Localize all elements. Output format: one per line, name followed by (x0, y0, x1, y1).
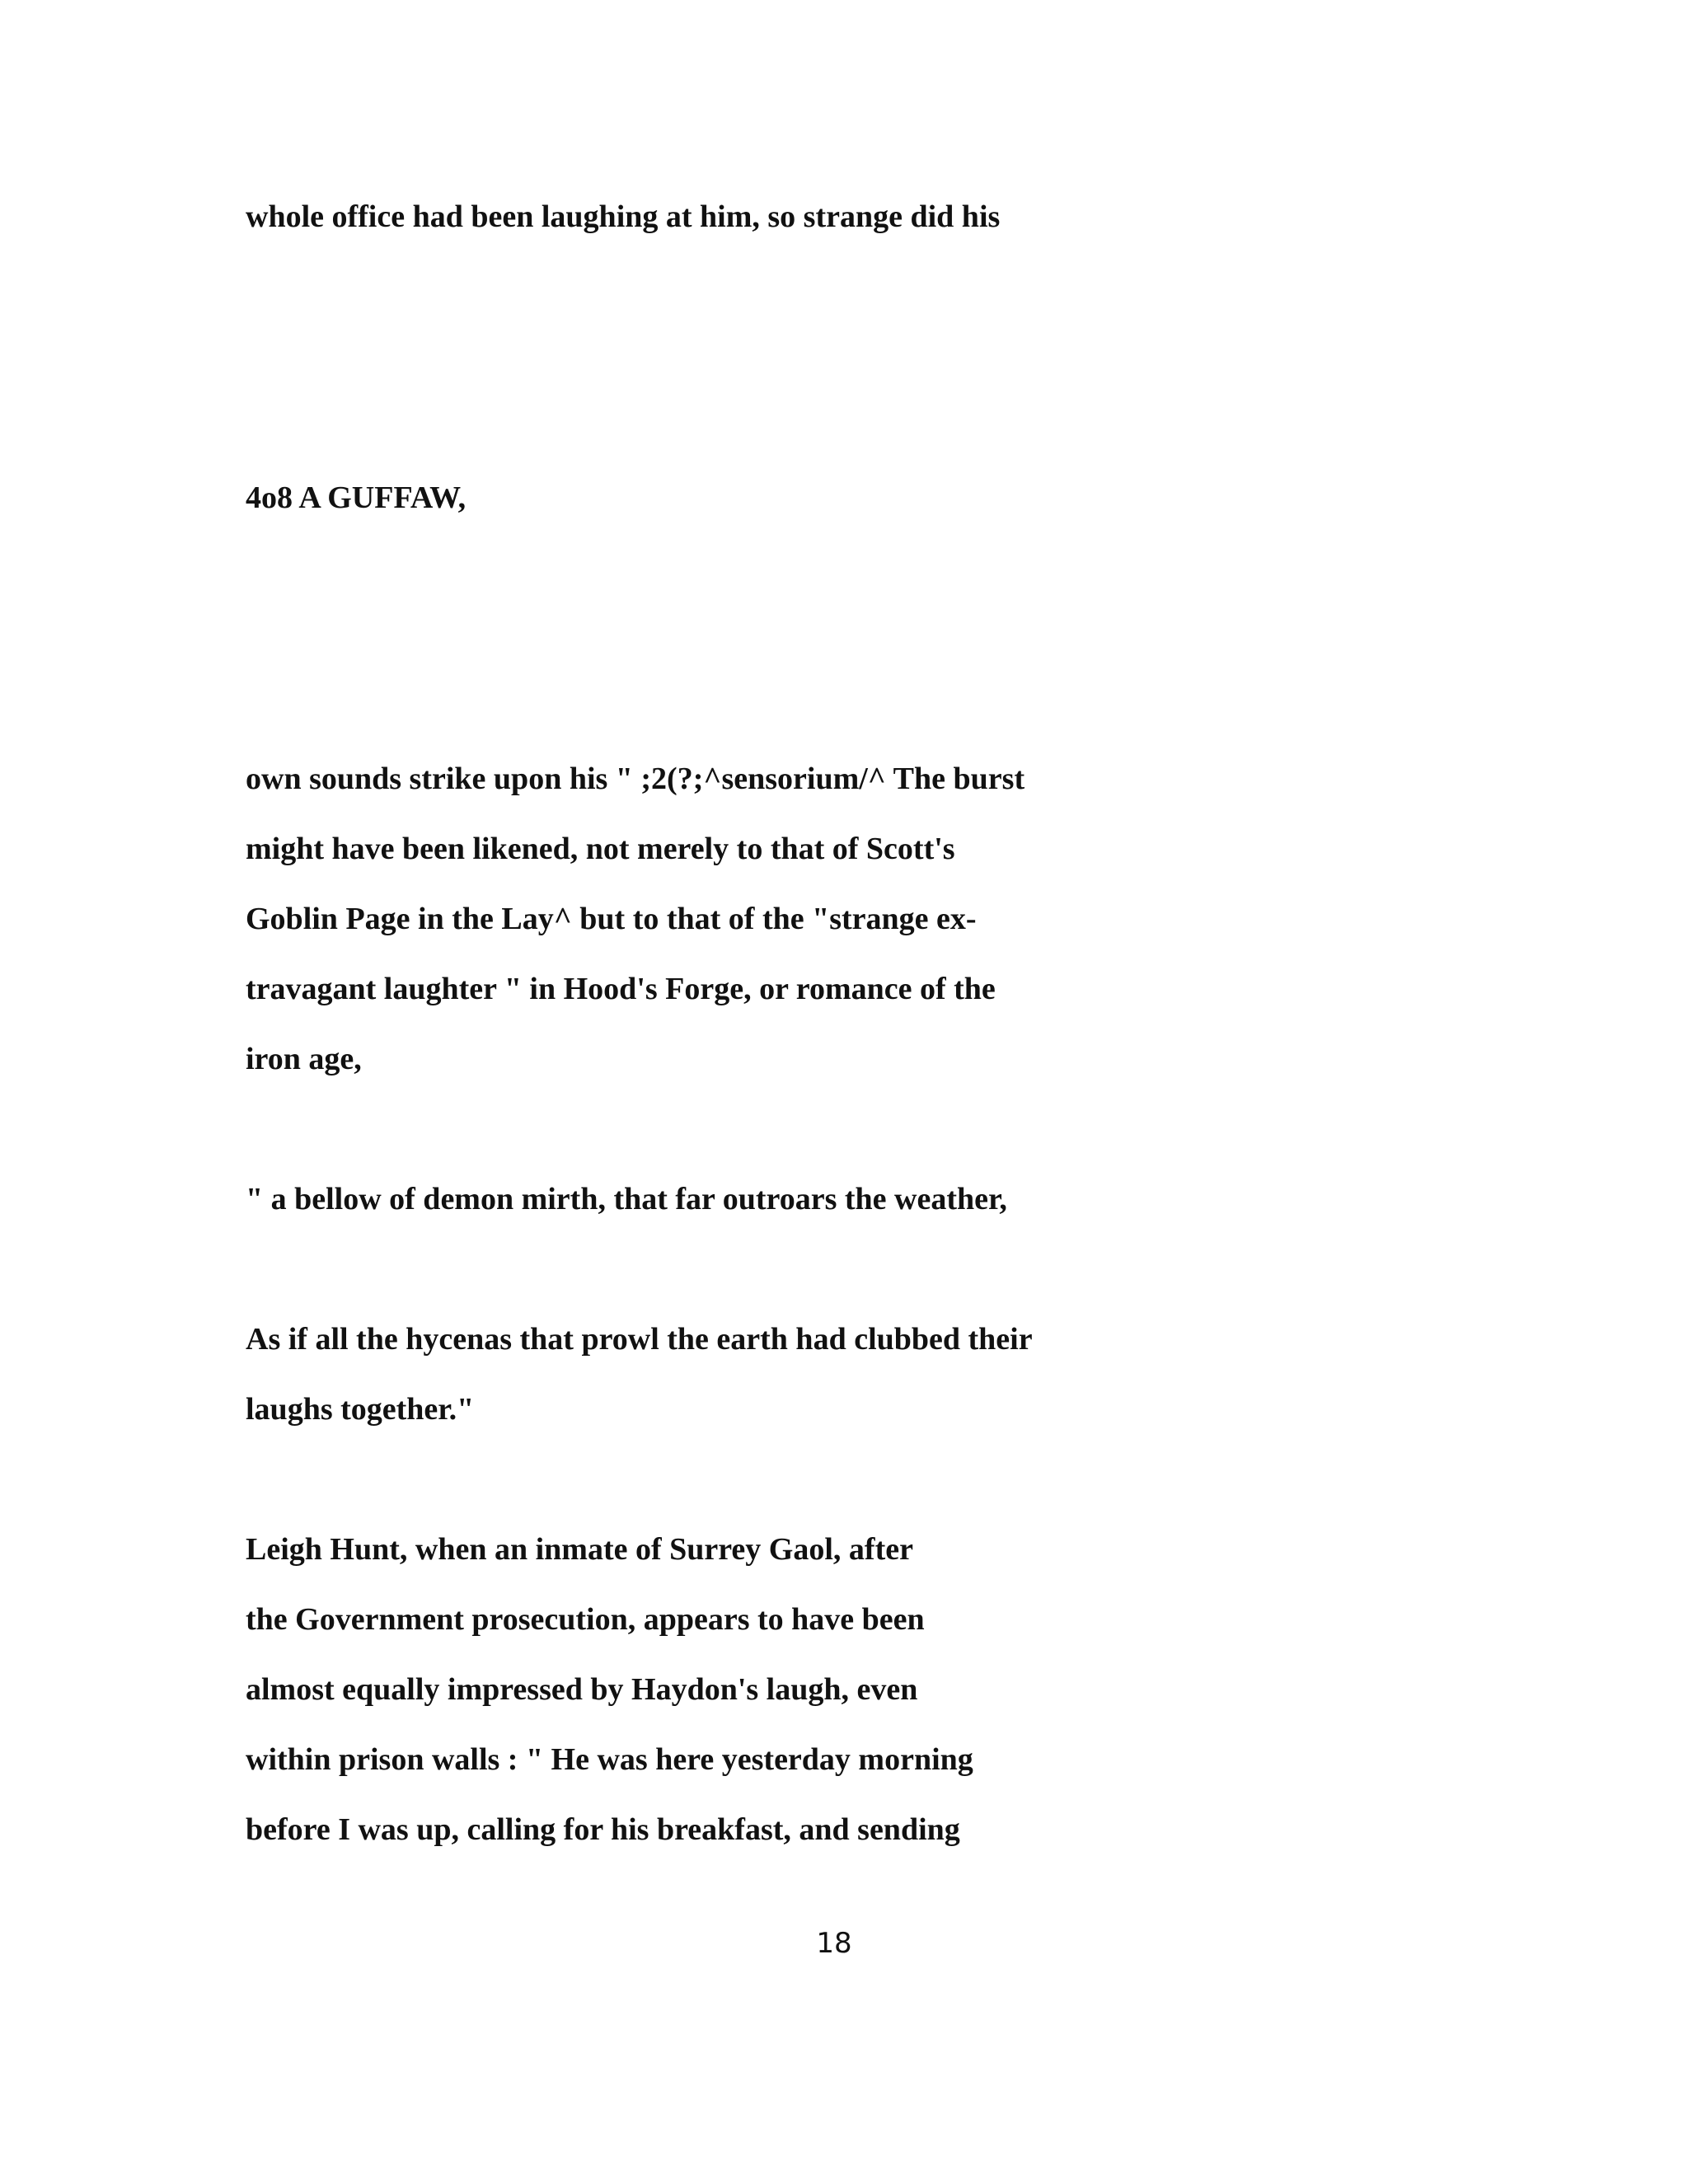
text-line: Goblin Page in the Lay^ but to that of the "strange ex- (246, 902, 977, 936)
quotation-line: laughs together." (246, 1392, 475, 1427)
text-line: Leigh Hunt, when an inmate of Surrey Gaol, after (246, 1532, 913, 1567)
text-line: iron age, (246, 1042, 362, 1076)
text-line: whole office had been laughing at him, so strange did his (246, 199, 1001, 234)
quotation-line: " a bellow of demon mirth, that far outroars the weather, (246, 1182, 1007, 1216)
text-line: own sounds strike upon his " ;2(?;^sensorium/^ The burst (246, 762, 1025, 796)
text-line: within prison walls : " He was here yesterday morning (246, 1742, 973, 1777)
text-line: might have been likened, not merely to that of Scott's (246, 832, 955, 866)
text-line: almost equally impressed by Haydon's laugh, even (246, 1672, 918, 1707)
page-number: 18 (816, 1927, 852, 1960)
running-header: 4o8 A GUFFAW, (246, 480, 467, 515)
text-line: travagant laughter " in Hood's Forge, or romance of the (246, 972, 996, 1006)
text-line: the Government prosecution, appears to have been (246, 1602, 925, 1637)
quotation-line: As if all the hycenas that prowl the earth had clubbed their (246, 1322, 1033, 1357)
text-line: before I was up, calling for his breakfast, and sending (246, 1812, 960, 1847)
